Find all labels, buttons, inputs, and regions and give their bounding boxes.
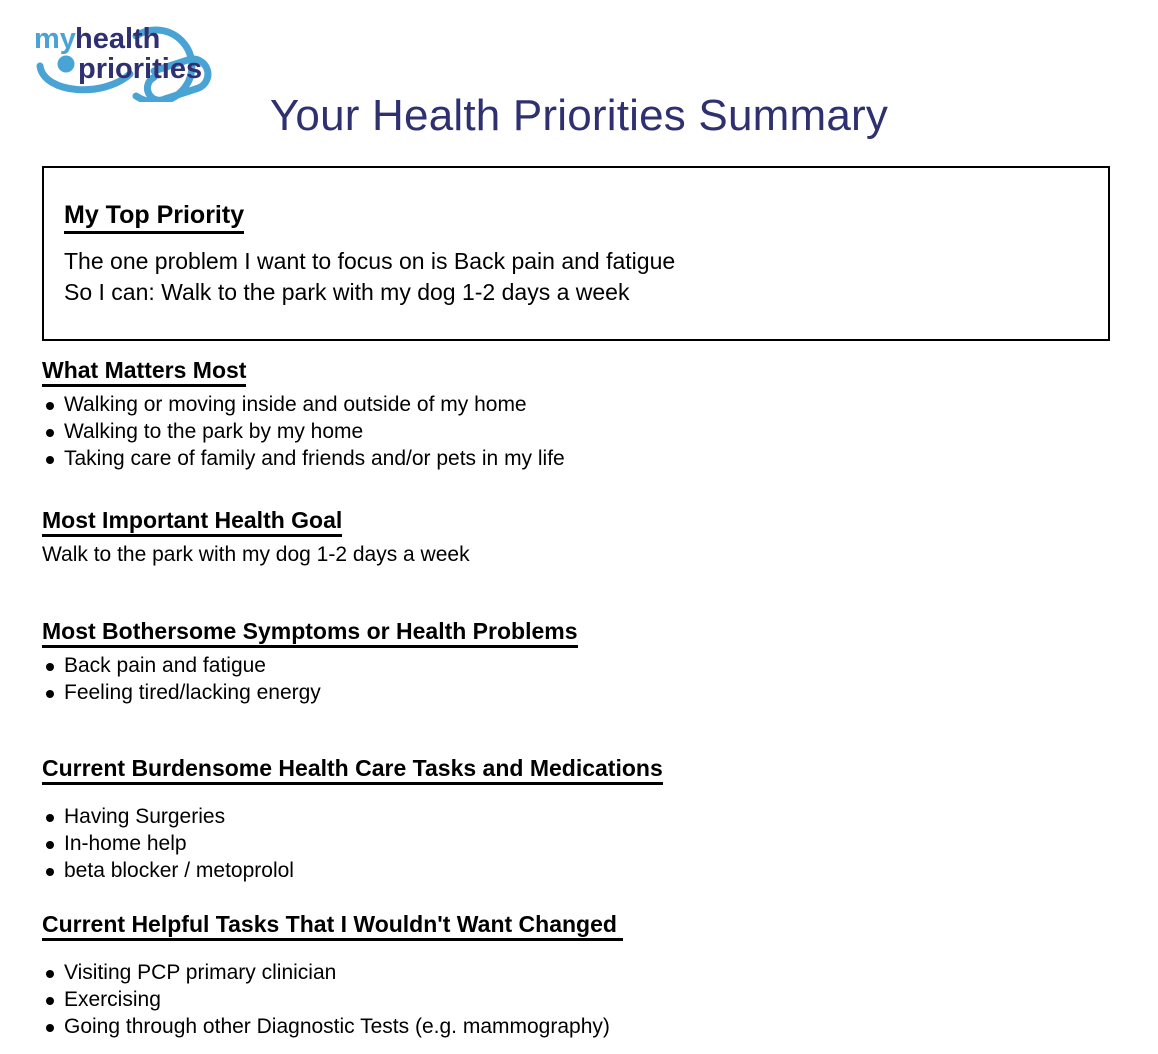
section-helpful-tasks — [42, 910, 1122, 1040]
section-most-important-health-goal — [42, 506, 1122, 569]
page-title: Your Health Priorities Summary — [269, 91, 889, 140]
top-priority-goal-line: So I can: Walk to the park with my dog 1-2 days a week — [64, 279, 630, 305]
spacer — [42, 706, 1122, 740]
section-heading: Most Bothersome Symptoms or Health Problems — [42, 617, 578, 648]
top-priority-box — [42, 166, 1110, 341]
section-what-matters-most — [42, 356, 1122, 472]
what-matters-most-list — [42, 391, 1122, 472]
helpful-tasks-list — [42, 959, 1122, 1040]
spacer — [42, 740, 1122, 754]
burdensome-tasks-list — [42, 803, 1122, 884]
list-item: Back pain and fatigue — [42, 652, 1122, 679]
section-heading: Current Burdensome Health Care Tasks and Medications — [42, 754, 663, 785]
list-item: Taking care of family and friends and/or pets in my life — [42, 445, 1122, 472]
section-heading: Most Important Health Goal — [42, 506, 342, 537]
list-item: Walking or moving inside and outside of my home — [42, 391, 1122, 418]
list-item: beta blocker / metoprolol — [42, 857, 1122, 884]
list-item: In-home help — [42, 830, 1122, 857]
spacer — [42, 569, 1122, 603]
logo-text-priorities: priorities — [78, 53, 203, 85]
section-burdensome-tasks — [42, 754, 1122, 884]
list-item: Feeling tired/lacking energy — [42, 679, 1122, 706]
top-priority-problem-line: The one problem I want to focus on is Back pain and fatigue — [64, 248, 676, 274]
list-item: Having Surgeries — [42, 803, 1122, 830]
spacer — [42, 884, 1122, 910]
logo-text-my: my — [34, 23, 76, 55]
logo-dot-icon — [58, 56, 75, 73]
list-item: Exercising — [42, 986, 1122, 1013]
health-goal-text: Walk to the park with my dog 1-2 days a week — [42, 543, 470, 566]
myhealthpriorities-logo — [18, 8, 234, 102]
logo-graphic — [18, 8, 234, 102]
list-item: Walking to the park by my home — [42, 418, 1122, 445]
spacer — [42, 472, 1122, 506]
list-item: Going through other Diagnostic Tests (e.g. mammography) — [42, 1013, 1122, 1040]
bothersome-symptoms-list — [42, 652, 1122, 706]
section-most-bothersome-symptoms — [42, 617, 1122, 706]
spacer — [42, 603, 1122, 617]
logo-text-health: health — [75, 23, 161, 55]
section-heading: Current Helpful Tasks That I Wouldn't Want Changed — [42, 910, 623, 941]
top-priority-heading: My Top Priority — [64, 200, 244, 234]
section-heading: What Matters Most — [42, 356, 246, 387]
list-item: Visiting PCP primary clinician — [42, 959, 1122, 986]
sections-container — [42, 356, 1122, 1040]
